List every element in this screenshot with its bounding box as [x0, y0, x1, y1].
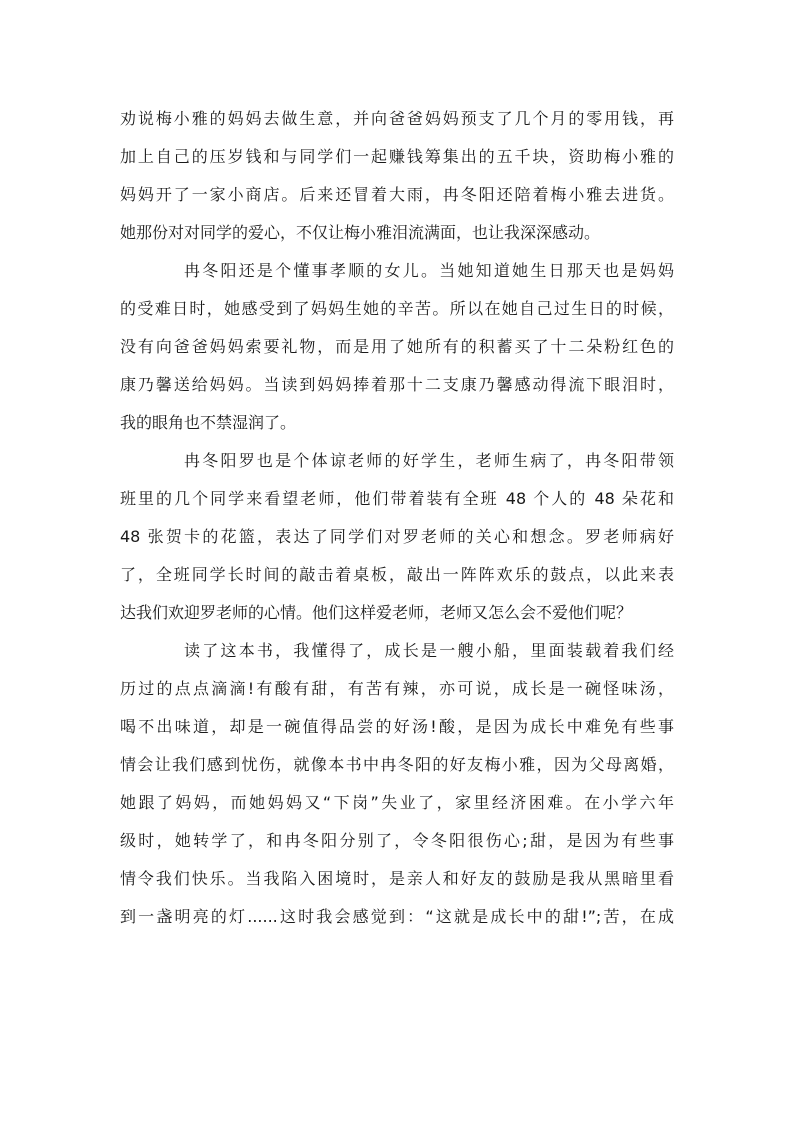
text-line: 喝不出味道，却是一碗值得品尝的好汤!酸，是因为成长中难免有些事 [120, 717, 674, 736]
text-line: 班里的几个同学来看望老师，他们带着装有全班 48 个人的 48 朵花和 [120, 489, 674, 508]
text-line: 的受难日时，她感受到了妈妈生她的辛苦。所以在她自己过生日的时候， [120, 299, 674, 318]
paragraph-first-line: 读了这本书，我懂得了，成长是一艘小船，里面装载着我们经 [184, 641, 674, 660]
text-line: 情会让我们感到忧伤，就像本书中冉冬阳的好友梅小雅，因为父母离婚， [120, 755, 674, 774]
text-line: 情令我们快乐。当我陷入困境时，是亲人和好友的鼓励是我从黑暗里看 [120, 869, 674, 888]
text-line: 劝说梅小雅的妈妈去做生意，并向爸爸妈妈预支了几个月的零用钱，再 [120, 109, 674, 128]
text-line: 历过的点点滴滴!有酸有甜，有苦有辣，亦可说，成长是一碗怪味汤， [120, 679, 674, 698]
text-line: 她跟了妈妈，而她妈妈又“下岗”失业了，家里经济困难。在小学六年 [120, 793, 674, 812]
paragraph-first-line: 冉冬阳还是个懂事孝顺的女儿。当她知道她生日那天也是妈妈 [184, 261, 674, 280]
text-line: 到一盏明亮的灯......这时我会感觉到：“这就是成长中的甜!”;苦，在成 [120, 907, 674, 926]
text-line: 没有向爸爸妈妈索要礼物，而是用了她所有的积蓄买了十二朵粉红色的 [120, 337, 674, 356]
text-line: 了，全班同学长时间的敲击着桌板，敲出一阵阵欢乐的鼓点，以此来表 [120, 565, 674, 584]
text-line: 康乃馨送给妈妈。当读到妈妈捧着那十二支康乃馨感动得流下眼泪时， [120, 375, 674, 394]
text-line: 妈妈开了一家小商店。后来还冒着大雨，冉冬阳还陪着梅小雅去进货。 [120, 185, 674, 204]
text-line: 我的眼角也不禁湿润了。 [120, 413, 297, 432]
text-line: 48 张贺卡的花篮，表达了同学们对罗老师的关心和想念。罗老师病好 [120, 527, 674, 546]
text-line: 达我们欢迎罗老师的心情。他们这样爱老师，老师又怎么会不爱他们呢？ [120, 603, 633, 622]
text-line: 加上自己的压岁钱和与同学们一起赚钱筹集出的五千块，资助梅小雅的 [120, 147, 674, 166]
text-line: 她那份对对同学的爱心，不仅让梅小雅泪流满面，也让我深深感动。 [120, 223, 601, 242]
paragraph-first-line: 冉冬阳罗也是个体谅老师的好学生，老师生病了，冉冬阳带领 [184, 451, 674, 470]
text-line: 级时，她转学了，和冉冬阳分别了，令冬阳很伤心;甜，是因为有些事 [120, 831, 674, 850]
